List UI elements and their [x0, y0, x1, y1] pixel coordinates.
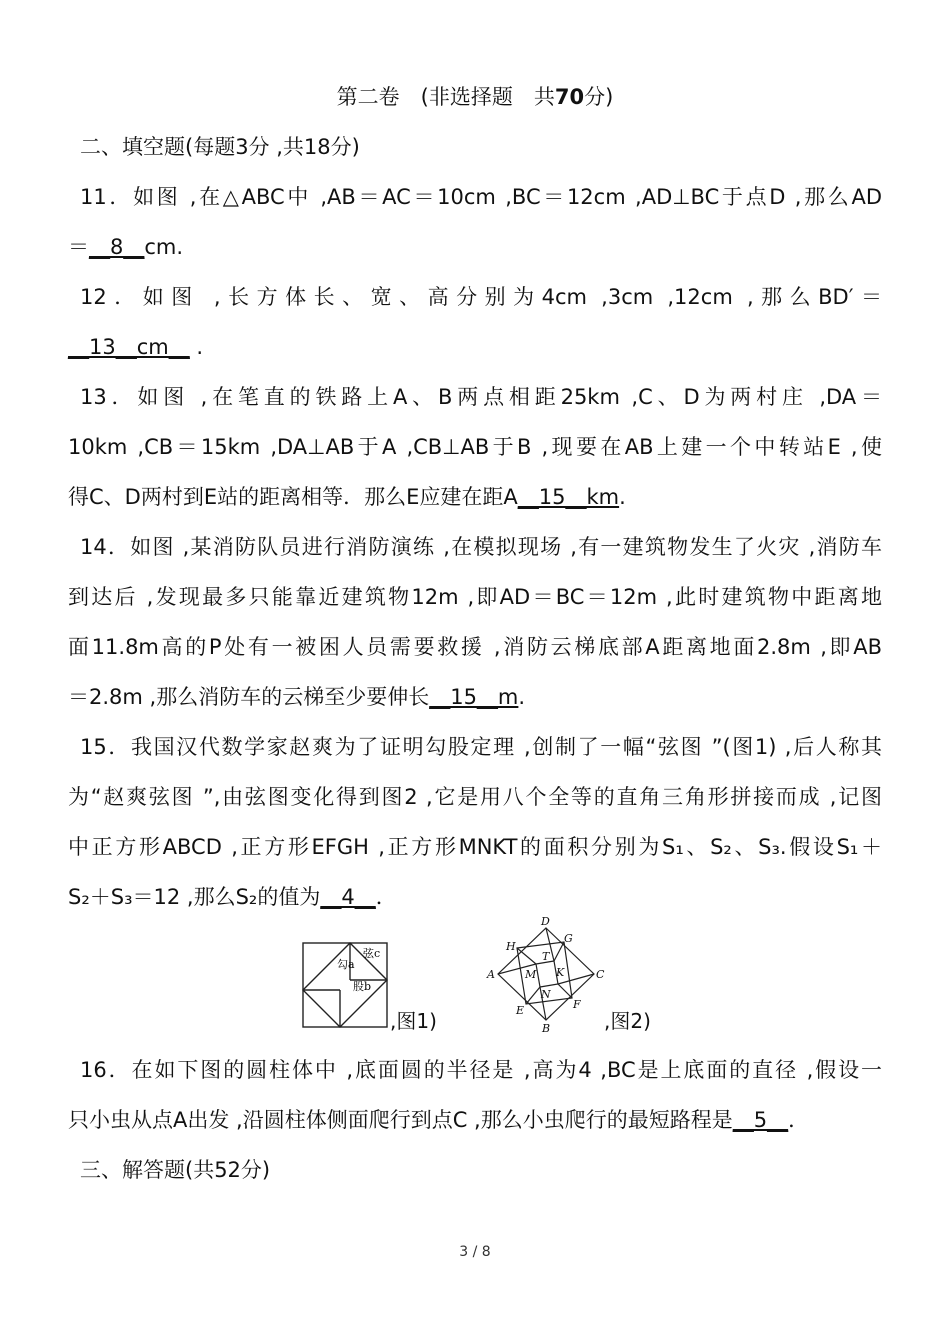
q16-answer: __5__ — [732, 1108, 789, 1132]
q14-answer: __15__m — [429, 685, 519, 709]
q11-line1: 11．如图 ,在△ABC中 ,AB＝AC＝10cm ,BC＝12cm ,AD⊥BC于点D ,那么AD — [80, 185, 882, 209]
q15-line1: 15．我国汉代数学家赵爽为了证明勾股定理 ,创制了一幅“弦图 ”(图1) ,后人称其 — [80, 735, 882, 759]
q13-line2: 10km ,CB＝15km ,DA⊥AB于A ,CB⊥AB于B ,现要在AB上建一个中转站E ,使 — [68, 435, 882, 459]
q12-line2 — [68, 332, 882, 362]
title-post: 分) — [584, 85, 614, 109]
q16-post: ． — [788, 1108, 810, 1132]
answer-section-heading: 三、解答题(共52分) — [80, 1158, 271, 1182]
zhao-shuang-diagram-2 — [484, 914, 608, 1034]
q15-pre: S₂＋S₃＝12 ,那么S₂的值为 — [68, 885, 321, 909]
q16-pre: 只小虫从点A出发 ,沿圆柱体侧面爬行到点C ,那么小虫爬行的最短路程是 — [68, 1108, 733, 1132]
q14-post: . — [518, 685, 526, 709]
label-a: A — [487, 968, 495, 981]
label-h: H — [506, 940, 516, 953]
q13-line3 — [68, 482, 882, 512]
q13-answer: __15__km — [517, 485, 620, 509]
zhao-shuang-diagram-1 — [300, 940, 392, 1032]
q12-answer: __13__cm__ — [68, 335, 190, 359]
label-d: D — [541, 915, 550, 928]
q16-line1: 16．在如下图的圆柱体中 ,底面圆的半径是 ,高为4 ,BC是上底面的直径 ,假设一 — [80, 1058, 882, 1082]
label-n: N — [541, 988, 551, 1001]
q15-post: ． — [375, 885, 397, 909]
fill-blank-heading: 二、填空题(每题3分 ,共18分) — [80, 135, 360, 159]
q11-answer: __8__ — [89, 235, 145, 259]
label-e: E — [516, 1004, 525, 1017]
q11-pre: ＝ — [68, 235, 89, 259]
fig2-caption: ,图2) — [604, 1009, 651, 1033]
label-xian: 弦c — [363, 947, 381, 960]
q13-line1: 13．如图 ,在笔直的铁路上A、B两点相距25km ,C、D为两村庄 ,DA＝ — [80, 385, 882, 409]
q14-line1: 14．如图 ,某消防队员进行消防演练 ,在模拟现场 ,有一建筑物发生了火灾 ,消防车 — [80, 535, 882, 559]
label-m: M — [525, 968, 537, 981]
label-g: G — [564, 932, 573, 945]
title-pre: 第二卷 (非选择题 共 — [336, 85, 555, 109]
q15-line3: 中正方形ABCD ,正方形EFGH ,正方形MNKT的面积分别为S₁、S₂、S₃.假设S₁＋ — [68, 835, 882, 859]
fig1-caption: ,图1) — [390, 1009, 437, 1033]
q15-answer: __4__ — [320, 885, 376, 909]
section-title — [0, 82, 950, 112]
label-f: F — [573, 998, 581, 1011]
q16-line2 — [68, 1105, 882, 1135]
label-b: B — [542, 1022, 551, 1034]
q14-line3: 面11.8m高的P处有一被困人员需要救援 ,消防云梯底部A距离地面2.8m ,即AB — [68, 635, 882, 659]
label-gou: 勾a — [337, 958, 355, 971]
title-score: 70 — [554, 85, 585, 109]
q13-post: . — [619, 485, 626, 509]
label-gu: 股b — [353, 980, 372, 993]
q11-post: cm. — [144, 235, 184, 259]
label-c: C — [596, 968, 605, 981]
q14-pre: ＝2.8m ,那么消防车的云梯至少要伸长 — [68, 685, 430, 709]
q11-line2 — [68, 232, 882, 262]
q14-line2: 到达后 ,发现最多只能靠近建筑物12m ,即AD＝BC＝12m ,此时建筑物中距离地 — [68, 585, 882, 609]
page-number: 3 / 8 — [459, 1244, 491, 1260]
q12-line1: 12．如图 ,长方体长、宽、高分别为4cm ,3cm ,12cm ,那么BD′＝ — [80, 285, 882, 309]
q13-pre: 得C、D两村到E站的距离相等．那么E应建在距A — [68, 485, 518, 509]
q14-line4 — [68, 682, 882, 712]
q15-line4 — [68, 882, 882, 912]
q15-line2: 为“赵爽弦图 ”,由弦图变化得到图2 ,它是用八个全等的直角三角形拼接而成 ,记图 — [68, 785, 882, 809]
q12-post: . — [196, 335, 204, 359]
label-t: T — [542, 950, 550, 963]
label-k: K — [556, 966, 565, 979]
square-mnkt — [536, 961, 558, 987]
